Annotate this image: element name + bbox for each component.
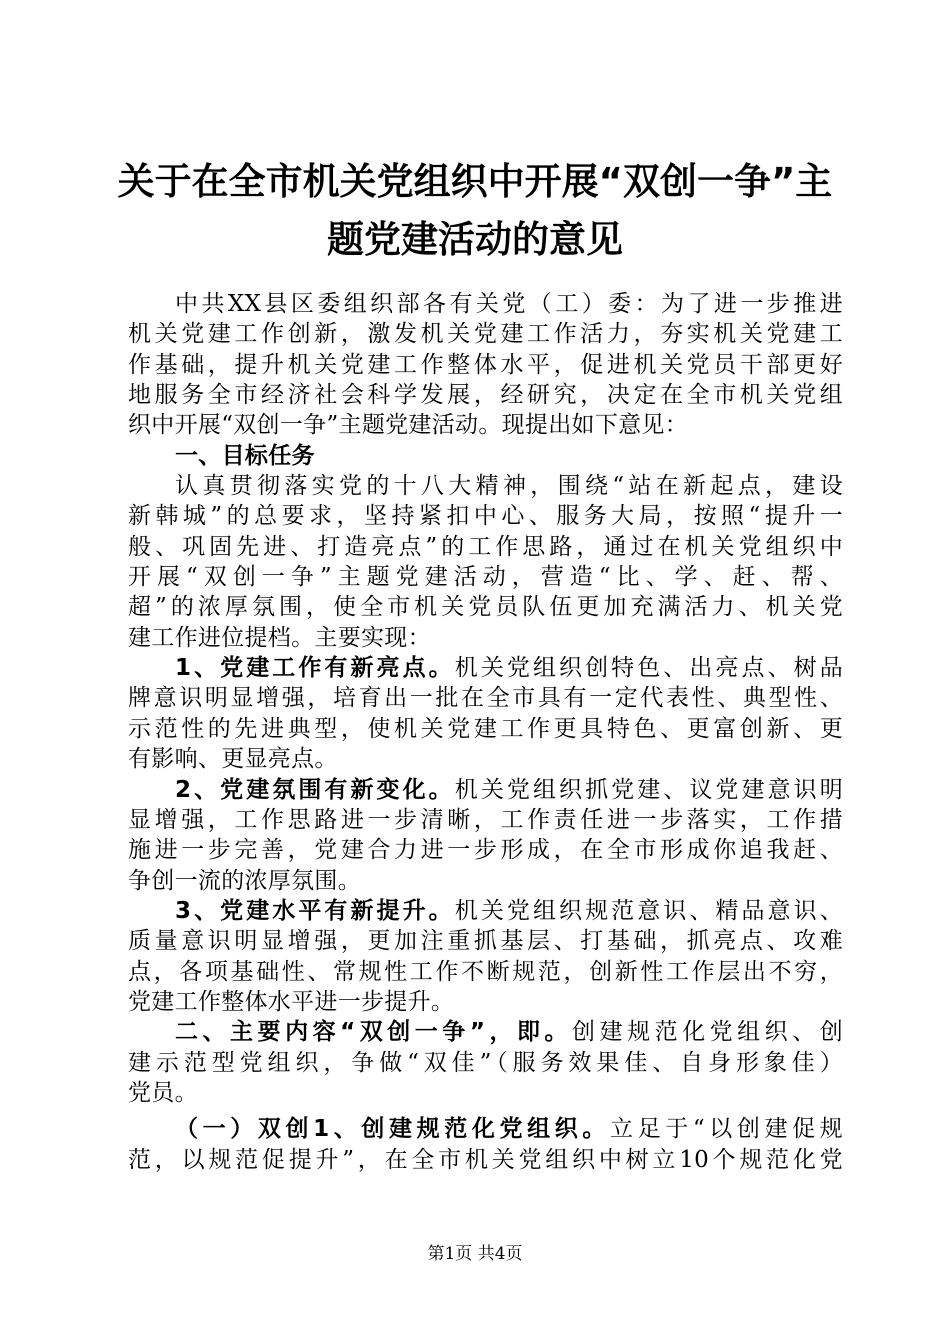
item-3-first-line	[128, 896, 843, 926]
item-2-text: 机关党组织抓党建、议党建意识明	[454, 776, 843, 803]
paragraph-line: 新韩城”的总要求，坚持紧扣中心、服务大局，按照“提升一	[128, 503, 843, 530]
paragraph-line: 牌意识明显增强，培育出一批在全市具有一定代表性、典型性、	[128, 685, 843, 712]
item-1-first-line	[128, 653, 843, 683]
item-1-text: 机关党组织创特色、出亮点、树品	[454, 655, 843, 682]
item-2-first-line	[128, 775, 843, 805]
item-1-heading: 1、党建工作有新亮点。	[175, 655, 455, 682]
paragraph-line: 中共XX县区委组织部各有关党（工）委：为了进一步推进	[175, 291, 843, 317]
paragraph-line: 质量意识明显增强，更加注重抓基层、打基础，抓亮点、攻难	[128, 928, 843, 955]
document-body	[128, 289, 843, 1175]
paragraph-line: 点，各项基础性、常规性工作不断规范，创新性工作层出不穷，	[128, 958, 843, 985]
paragraph-line: 施进一步完善，党建合力进一步形成，在全市形成你追我赶、	[128, 837, 843, 864]
section-2-text: 创建规范化党组织、创	[572, 1019, 844, 1046]
paragraph-line: 织中开展“双创一争”主题党建活动。现提出如下意见：	[128, 412, 689, 439]
paragraph-line: 地服务全市经济社会科学发展，经研究，决定在全市机关党组	[128, 382, 843, 409]
paragraph-line: 建示范型党组织，争做“双佳”（服务效果佳、自身形象佳）	[128, 1049, 843, 1076]
section-2-first-line	[128, 1017, 843, 1047]
document-title-line-1: 关于在全市机关党组织中开展“双创一争”主	[117, 160, 833, 203]
paragraph-line: 争创一流的浓厚氛围。	[128, 867, 361, 894]
paragraph-line: 显增强，工作思路进一步清晰，工作责任进一步落实，工作措	[128, 806, 843, 833]
paragraph-line: 有影响、更显亮点。	[128, 746, 338, 773]
paragraph-line: 党建工作整体水平进一步提升。	[128, 988, 455, 1015]
item-2-heading: 2、党建氛围有新变化。	[175, 776, 455, 803]
item-3-text: 机关党组织规范意识、精品意识、	[454, 897, 843, 924]
page-footer: 第1页 共4页	[427, 1244, 523, 1264]
section-heading: 一、目标任务	[175, 442, 315, 469]
paragraph-line: 开展“双创一争”主题党建活动，营造“比、学、赶、帮、	[128, 564, 843, 591]
item-3-heading: 3、党建水平有新提升。	[175, 897, 455, 924]
paragraph-line: 建工作进位提档。主要实现：	[128, 624, 431, 651]
paragraph-line: 示范性的先进典型，使机关党建工作更具特色、更富创新、更	[128, 715, 843, 742]
paragraph-line: 范，以规范促提升”，在全市机关党组织中树立10个规范化党	[128, 1146, 843, 1173]
paragraph-line: 认真贯彻落实党的十八大精神，围绕“站在新起点，建设	[175, 473, 843, 500]
paragraph-line: 超”的浓厚氛围，使全市机关党员队伍更加充满活力、机关党	[128, 594, 843, 621]
subsection-1-text: 立足于“以创建促规	[609, 1116, 843, 1143]
paragraph-line: 机关党建工作创新，激发机关党建工作活力，夯实机关党建工	[128, 321, 843, 348]
document-title-line-2: 题党建活动的意见	[327, 218, 623, 261]
paragraph-line: 般、巩固先进、打造亮点”的工作思路，通过在机关党组织中	[128, 533, 843, 560]
subsection-1-first-line	[128, 1114, 843, 1144]
section-2-heading: 二、主要内容“双创一争”，即。	[175, 1019, 573, 1046]
paragraph-line: 党员。	[128, 1079, 198, 1106]
paragraph-line: 作基础，提升机关党建工作整体水平，促进机关党员干部更好	[128, 351, 843, 378]
subsection-1-heading: （一）双创1、创建规范化党组织。	[175, 1116, 610, 1143]
